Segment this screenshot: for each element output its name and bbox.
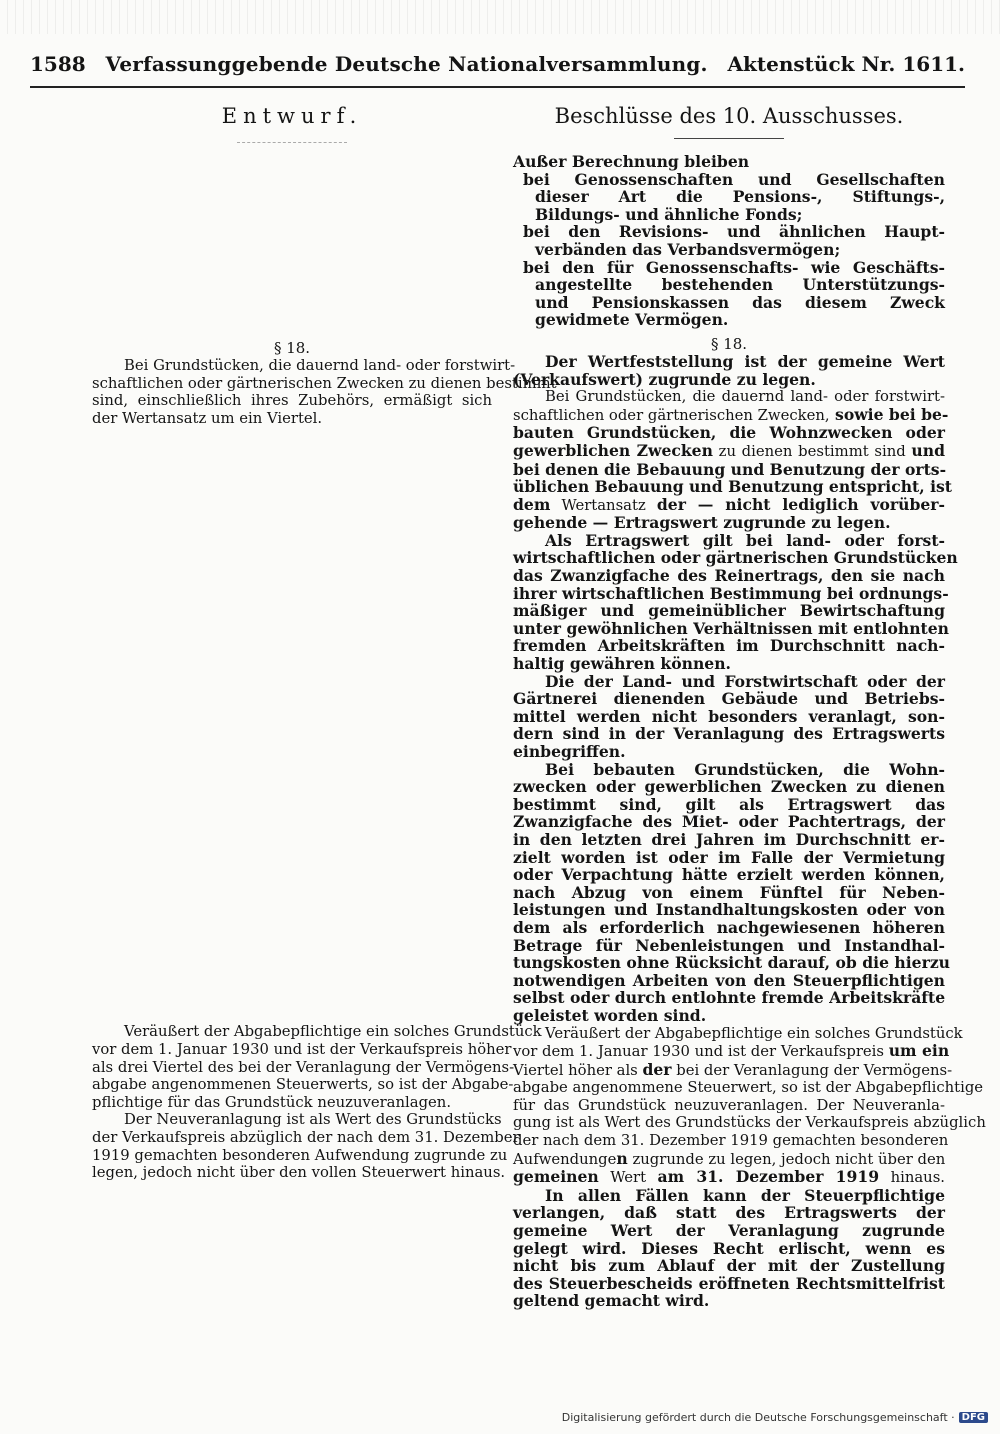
text-line: In allen Fällen kann der Steuerpflichtige [545, 1185, 945, 1205]
text-line: verbänden das Verbandsvermögen; [535, 239, 841, 259]
amended-segment: und [911, 440, 945, 460]
page-header [30, 52, 965, 88]
text-line [513, 1059, 953, 1080]
text-line: Bei bebauten Grundstücken, die Wohn- [545, 759, 945, 779]
committee-paragraph-2 [513, 388, 952, 533]
text-line: schaftlichen oder gärtnerischen Zwecken zu dienen bestimmt [92, 374, 557, 392]
text-line: Die der Land- und Forstwirtschaft oder der [545, 671, 945, 691]
text-line: gung ist als Wert des Grundstücks der Verkaufspreis abzüglich [513, 1114, 986, 1132]
committee-paragraph-3 [513, 530, 958, 674]
document-reference: Aktenstück Nr. 1611. [727, 52, 965, 76]
committee-paragraph-4 [513, 673, 945, 761]
committee-column [513, 96, 986, 1311]
text-line [513, 1168, 945, 1187]
amended-segment: der — nicht lediglich vorüber- [656, 494, 945, 514]
text-line: für das Grundstück neuzuveranlagen. Der Neuveranla- [513, 1096, 945, 1114]
text-line: haltig gewähren können. [513, 654, 731, 674]
text-line: Außer Berechnung bleiben [513, 152, 750, 171]
text-line: geltend gemacht wird. [513, 1291, 710, 1311]
amended-segment: n [616, 1148, 628, 1168]
text-segment: Aufwendunge [513, 1150, 617, 1168]
text-line: mäßiger und gemeinüblicher Bewirtschaftung [513, 601, 945, 621]
text-line: Betrage für Nebenleistungen und Instandhal- [513, 935, 945, 955]
draft-paragraph-1 [92, 357, 557, 427]
text-segment: zu dienen bestimmt sind [712, 442, 912, 460]
text-line: abgabe angenommenen Steuerwerts, so ist der Abgabe- [92, 1076, 514, 1094]
text-line: legen, jedoch nicht über den vollen Steuerwert hinaus. [92, 1164, 506, 1182]
committee-paragraph-6 [513, 1024, 986, 1187]
text-line: leistungen und Instandhaltungskosten oder von [513, 900, 945, 920]
text-line: Als Ertragswert gilt bei land- oder forst- [545, 530, 945, 550]
text-line: vor dem 1. Januar 1930 und ist der Verkaufspreis höher [92, 1040, 512, 1058]
committee-column-title: Beschlüsse des 10. Ausschusses. [554, 104, 904, 128]
text-line: bei den Revisions- und ähnlichen Haupt- [523, 222, 945, 242]
text-line: bei denen die Bebauung und Benutzung der orts- [513, 459, 947, 479]
text-line [513, 1041, 950, 1061]
text-line: bauten Grundstücken, die Wohnzwecken oder [513, 423, 945, 443]
amended-segment: gewerblichen Zwecken [513, 440, 713, 460]
text-line: unter gewöhnlichen Verhältnissen mit entlohnten [513, 618, 949, 638]
text-line: sind, einschließlich ihres Zubehörs, ermäßigt sich [92, 392, 492, 410]
draft-paragraph-2 [92, 1023, 542, 1111]
text-line: üblichen Bebauung und Benutzung entspricht, ist [513, 477, 952, 497]
text-line: wirtschaftlichen oder gärtnerischen Grundstücken [513, 548, 958, 568]
text-line [513, 442, 945, 461]
text-line: gemeine Wert der Veranlagung zugrunde [513, 1221, 945, 1241]
running-title: Verfassunggebende Deutsche Nationalversammlung. [105, 52, 708, 76]
text-line: dieser Art die Pensions-, Stiftungs-, [535, 187, 945, 207]
text-line: 1919 gemachten besonderen Aufwendung zugrunde zu [92, 1146, 508, 1164]
text-segment: schaftlichen oder gärtnerischen Zwecken, [513, 406, 830, 424]
exclusions-block [513, 153, 945, 329]
committee-paragraph-7 [513, 1187, 945, 1310]
text-line: der nach dem 31. Dezember 1919 gemachten besonderen [513, 1132, 949, 1150]
text-line: geleistet worden sind. [513, 1005, 707, 1025]
scan-noise-band [0, 0, 1000, 34]
amended-segment: der [642, 1059, 672, 1079]
digitization-footer [562, 1411, 988, 1424]
text-line: angestellte bestehenden Unterstützungs- [535, 275, 945, 295]
text-line: oder Verpachtung hätte erzielt werden können, [513, 865, 945, 885]
text-segment: Viertel höher als [513, 1061, 643, 1079]
text-line: bestimmt sind, gilt als Ertragswert das [513, 794, 945, 814]
text-line: mittel werden nicht besonders veranlagt, son- [513, 706, 945, 726]
text-line: der Wertansatz um ein Viertel. [92, 409, 323, 427]
amended-segment: dem [513, 494, 551, 514]
text-line: notwendigen Arbeiten von den Steuerpflichtigen [513, 970, 945, 990]
text-segment: Wertansatz [550, 496, 657, 514]
text-line: verlangen, daß statt des Ertragswerts der [513, 1203, 945, 1223]
text-line: Veräußert der Abgabepflichtige ein solches Grundstück [545, 1024, 963, 1042]
amended-segment: gemeinen [513, 1167, 599, 1187]
amended-segment: sowie bei be- [829, 404, 949, 424]
text-line: dem als erforderlich nachgewiesenen höheren [513, 917, 945, 937]
text-line: Der Neuveranlagung ist als Wert des Grundstücks [124, 1111, 502, 1129]
section-heading-right: § 18. [710, 334, 748, 353]
draft-column [92, 96, 557, 1182]
draft-paragraph-3 [92, 1111, 520, 1182]
text-segment: hinaus. [879, 1169, 946, 1187]
text-line: Zwanzigfache des Miet- oder Pachtertrags, der [513, 812, 945, 832]
text-line: bei den für Genossenschafts- wie Geschäfts- [523, 257, 945, 277]
text-line: gewidmete Vermögen. [535, 310, 729, 330]
text-line: tungskosten ohne Rücksicht darauf, ob die hierzu [513, 953, 951, 973]
amended-segment: um ein [888, 1041, 950, 1061]
text-line: als drei Viertel des bei der Veranlagung der Vermögens- [92, 1058, 515, 1076]
text-line: Gärtnerei dienenden Gebäude und Betriebs- [513, 689, 945, 709]
text-line: gehende — Ertragswert zugrunde zu legen. [513, 513, 891, 533]
footer-credit: Digitalisierung gefördert durch die Deutsche Forschungsgemeinschaft · [561, 1411, 955, 1424]
text-line: selbst oder durch entlohnte fremde Arbeitskräfte [513, 988, 946, 1008]
text-line: Der Wertfeststellung ist der gemeine Wert [545, 351, 945, 371]
text-line: das Zwanzigfache des Reinertrags, den sie nach [513, 566, 945, 586]
committee-paragraph-1 [513, 353, 945, 388]
text-line: ihrer wirtschaftlichen Bestimmung bei ordnungs- [513, 583, 949, 603]
text-line: Bildungs- und ähnliche Fonds; [535, 204, 803, 224]
text-line: Bei Grundstücken, die dauernd land- oder forstwirt- [124, 357, 516, 374]
text-line: der Verkaufspreis abzüglich der nach dem 31. Dezember [92, 1128, 520, 1146]
text-line [513, 496, 945, 515]
text-segment: zugrunde zu legen, jedoch nicht über den [627, 1150, 946, 1168]
dfg-logo: DFG [959, 1412, 988, 1423]
text-line: einbegriffen. [513, 742, 626, 761]
text-line: und Pensionskassen das diesem Zweck [535, 292, 945, 312]
text-line: fremden Arbeitskräften im Durchschnitt nach- [513, 636, 945, 656]
text-line: zielt worden ist oder im Falle der Vermietung [513, 847, 945, 867]
amended-segment: am 31. Dezember 1919 [657, 1167, 880, 1187]
text-line: gelegt wird. Dieses Recht erlischt, wenn es [513, 1238, 945, 1258]
text-line [513, 1150, 945, 1169]
text-line: in den letzten drei Jahren im Durchschnitt er- [513, 829, 945, 849]
text-line: Veräußert der Abgabepflichtige ein solches Grundstück [124, 1023, 542, 1041]
text-line: Bei Grundstücken, die dauernd land- oder forstwirt- [545, 388, 945, 406]
committee-paragraph-5 [513, 759, 951, 1025]
text-segment: Wert [598, 1169, 658, 1187]
text-line [513, 404, 949, 425]
text-line: des Steuerbescheids eröffneten Rechtsmittelfrist [513, 1273, 945, 1293]
text-line: pflichtige für das Grundstück neuzuveranlagen. [92, 1093, 452, 1111]
section-heading-left: § 18. [273, 339, 311, 357]
text-line: bei Genossenschaften und Gesellschaften [523, 169, 945, 189]
text-line: zwecken oder gewerblichen Zwecken zu dienen [513, 777, 945, 797]
text-line: nicht bis zum Ablauf der mit der Zustellung [513, 1256, 945, 1276]
text-segment: vor dem 1. Januar 1930 und ist der Verkaufspreis [513, 1043, 889, 1061]
text-line: dern sind in der Veranlagung des Ertragswerts [513, 724, 945, 744]
text-line: (Verkaufswert) zugrunde zu legen. [513, 369, 816, 389]
text-line: nach Abzug von einem Fünftel für Neben- [513, 882, 945, 902]
draft-column-title: Entwurf. [221, 104, 363, 128]
text-line: abgabe angenommene Steuerwert, so ist der Abgabepflichtige [513, 1079, 984, 1097]
page-number: 1588 [30, 52, 86, 76]
text-segment: bei der Veranlagung der Vermögens- [671, 1061, 953, 1079]
